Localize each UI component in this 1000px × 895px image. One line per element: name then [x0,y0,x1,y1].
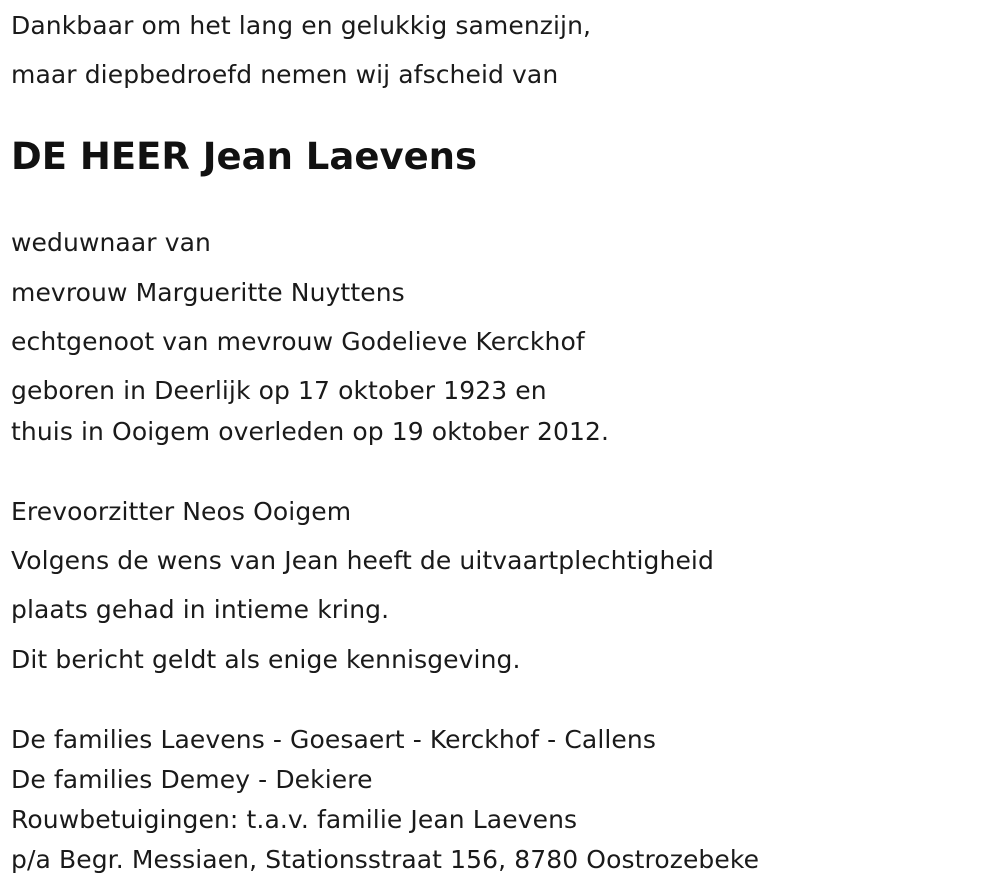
honorary-role: Erevoorzitter Neos Ooigem [11,497,352,526]
spouse: echtgenoot van mevrouw Godelieve Kerckhof [11,327,585,356]
birth-info: geboren in Deerlijk op 17 oktober 1923 en [11,376,547,405]
message-line-3: Dit bericht geldt als enige kennisgeving. [11,645,521,674]
death-info: thuis in Ooigem overleden op 19 oktober 2012. [11,417,610,446]
widower-label: weduwnaar van [11,228,211,257]
deceased-name: DE HEER Jean Laevens [11,135,478,178]
message-line-2: plaats gehad in intieme kring. [11,595,390,624]
intro-line-2: maar diepbedroefd nemen wij afscheid van [11,60,559,89]
message-line-1: Volgens de wens van Jean heeft de uitvaartplechtigheid [11,546,714,575]
families-line-2: De families Demey - Dekiere [11,765,373,794]
families-line-1: De families Laevens - Goesaert - Kerckhof - Callens [11,725,656,754]
address-line: p/a Begr. Messiaen, Stationsstraat 156, 8780 Oostrozebeke [11,845,760,874]
late-spouse: mevrouw Margueritte Nuyttens [11,278,405,307]
condolences-line: Rouwbetuigingen: t.a.v. familie Jean Laevens [11,805,578,834]
intro-line-1: Dankbaar om het lang en gelukkig samenzijn, [11,11,592,40]
